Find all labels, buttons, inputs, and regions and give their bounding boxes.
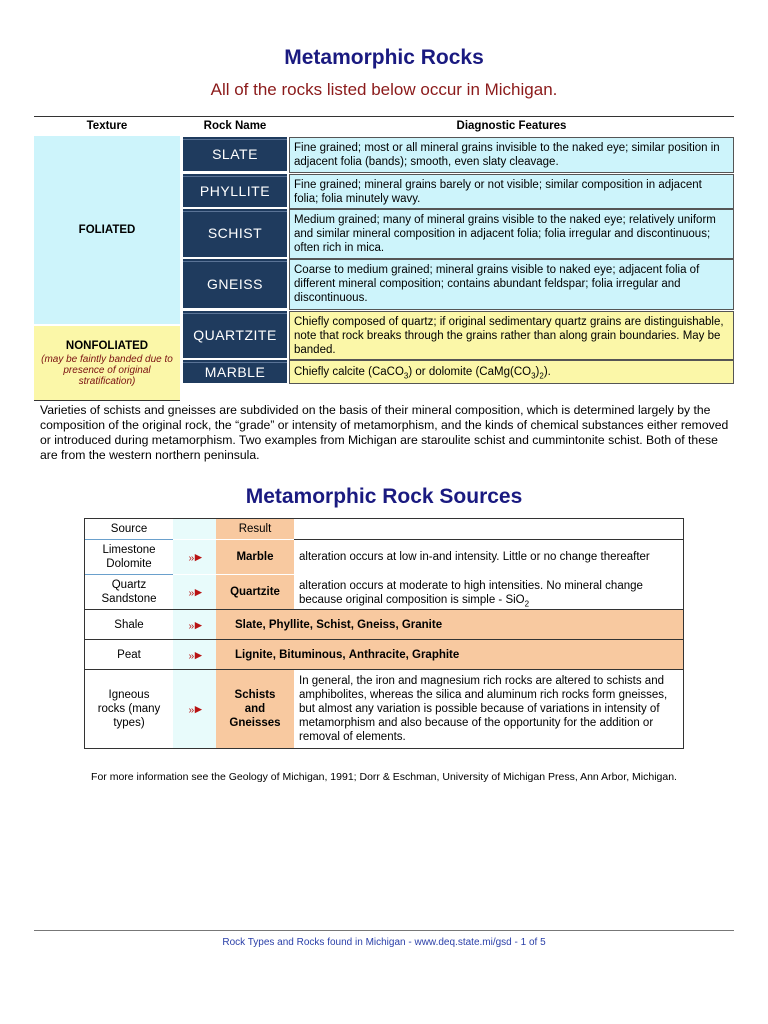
desc-quartzite: alteration occurs at moderate to high intensities. No mineral change because original composition is simple - SiO$_2$ (299, 580, 643, 609)
rock-slate: SLATE (183, 137, 287, 171)
features-marble: Chiefly calcite (CaCO$_3$) or dolomite $(CaMg(CO_3)_2)$. (289, 360, 734, 384)
rock-phyllite: PHYLLITE (183, 174, 287, 207)
arrow-icon: ›› ▸ (173, 610, 216, 639)
page-footer: Rock Types and Rocks found in Michigan - www.deq.state.mi/gsd - 1 of 5 (222, 937, 546, 948)
header-diagnostic-features: Diagnostic Features (456, 120, 567, 132)
source-shale: Shale (114, 618, 144, 631)
result-marble: Marble (216, 540, 294, 574)
features-schist: Medium grained; many of mineral grains visible to the naked eye; relatively uniform and similar mineral composition in adjacent folia; folia irregular and discontinuous; often rich in mica. (289, 209, 734, 259)
arrow-icon: ›› ▸ (173, 575, 216, 609)
source-quartz: Quartz Sandstone (101, 579, 157, 605)
source-limestone: Limestone Dolomite (102, 544, 156, 570)
page-subtitle: All of the rocks listed below occur in Michigan. (210, 80, 558, 99)
header-texture: Texture (86, 120, 128, 132)
desc-igneous: In general, the iron and magnesium rich rocks are altered to schists and amphibolites, whereas the silica and aluminum rich rocks form gneisses, but almost any variation is possible because of variations in intensity of metamorphism and also because of the opportunity for the addition or removal of elements. (299, 675, 668, 743)
foliated-label: FOLIATED (78, 224, 136, 236)
features-phyllite: Fine grained; mineral grains barely or not visible; similar composition in adjacent folia; folia minutely wavy. (289, 174, 734, 209)
metamorphic-rocks-table (34, 116, 734, 387)
features-quartzite: Chiefly composed of quartz; if original sedimentary quartz grains are distinguishable, note that rock breaks through the grains rather than along grain boundaries. May be banded. (289, 311, 734, 360)
texture-foliated (34, 136, 180, 324)
texture-nonfoliated (34, 326, 180, 401)
result-schists-gneisses: Schists and Gneisses (216, 670, 294, 748)
reference-note: For more information see the Geology of Michigan, 1991; Dorr & Eschman, University of Michigan Press, Ann Arbor, Michigan. (91, 771, 677, 783)
nonfoliated-label: NONFOLIATED (65, 339, 149, 352)
nonfoliated-note: (may be faintly banded due to presence of original stratification) (41, 353, 173, 387)
rock-marble: MARBLE (183, 360, 287, 383)
rock-gneiss: GNEISS (183, 259, 287, 308)
result-peat: Lignite , Bituminous , Anthracite , Graphite (216, 640, 683, 669)
rock-sources-table (84, 518, 684, 749)
desc-marble: alteration occurs at low in-and intensity. Little or no change thereafter (299, 551, 650, 563)
header-result: Result (216, 519, 294, 539)
features-gneiss: Coarse to medium grained; mineral grains visible to naked eye; adjacent folia of different mineral composition; contains abundant feldspar; folia irregular and discontinuous. (289, 259, 734, 310)
page-title: Metamorphic Rocks (284, 46, 484, 69)
schist-gneiss-paragraph: Varieties of schists and gneisses are subdivided on the basis of their mineral composition, which is determined largely by the composition of the original rock, the “grade” or intensity of metamorphism, and the kinds of chemical substances either removed or introduced during metamorphism. Two examples from Michigan are staroulite schist and cummintonite schist. Both of these are from the western northern peninsula. (40, 403, 729, 462)
result-quartzite: Quartzite (216, 575, 294, 609)
sources-title: Metamorphic Rock Sources (245, 485, 523, 508)
rock-schist: SCHIST (183, 209, 287, 257)
arrow-icon: ›› ▸ (173, 640, 216, 669)
features-slate: Fine grained; most or all mineral grains invisible to the naked eye; similar position in adjacent folia (bands); smooth, even slaty cleavage. (289, 137, 734, 173)
rock-quartzite: QUARTZITE (183, 311, 287, 358)
header-rock-name: Rock Name (203, 120, 267, 132)
arrow-icon: ›› ▸ (173, 540, 216, 574)
arrow-icon: ›› ▸ (173, 670, 216, 748)
source-peat: Peat (117, 648, 141, 661)
source-igneous: Igneous rocks (many types) (97, 689, 161, 729)
result-shale: Slate , Phyllite , Schist , Gneiss , Granite (216, 610, 683, 639)
header-source: Source (110, 523, 148, 535)
